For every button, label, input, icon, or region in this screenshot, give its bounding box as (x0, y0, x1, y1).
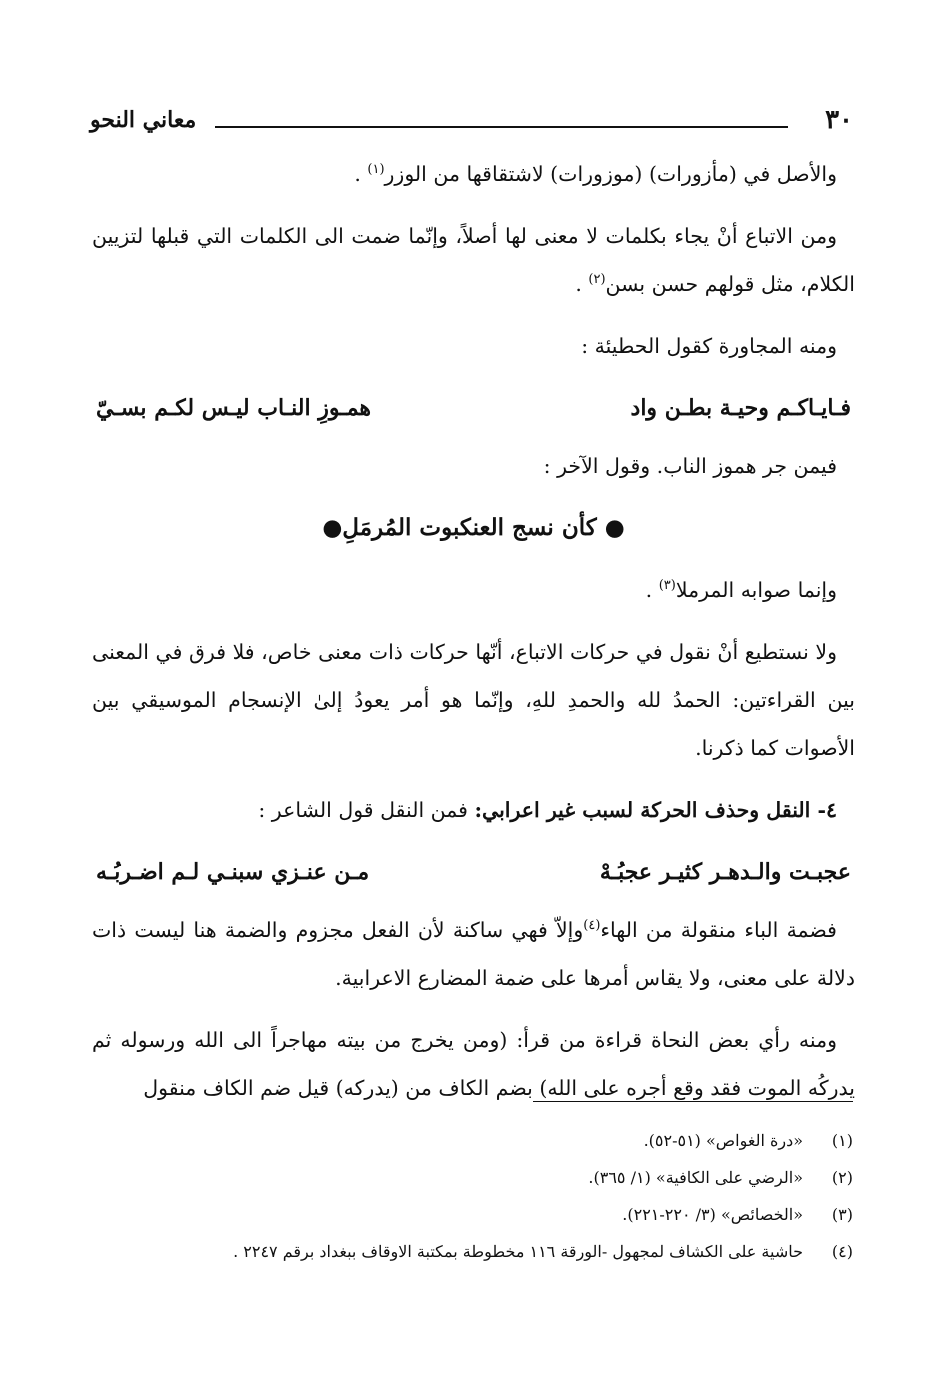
footnote-ref-4: (٤) (583, 918, 601, 934)
footnote-ref-2: (٢) (588, 272, 606, 288)
footnote-rule (533, 1101, 853, 1102)
paragraph-4-text: فيمن جر هموز الناب. وقول الآخر : (543, 454, 837, 478)
verse-2 (92, 848, 855, 896)
paragraph-5-text: وإنما صوابه المرملا (675, 578, 837, 602)
footnote-2 (92, 1159, 853, 1196)
paragraph-5 (92, 566, 855, 614)
footnote-text: «الرضي على الكافية» (١/ ٣٦٥). (588, 1168, 803, 1187)
paragraph-4 (92, 442, 855, 490)
paragraph-1-text: والأصل في (مأزورات) (موزورات) لاشتقاقها من الوزر (384, 162, 837, 186)
verse-1-first-hemistich: فـايـاكـم وحيـة بطـن واد (630, 395, 851, 421)
paragraph-1-end: . (354, 162, 368, 186)
body-text (92, 150, 855, 1126)
paragraph-3 (92, 322, 855, 370)
paragraph-3-text: ومنه المجاورة كقول الحطيئة : (581, 334, 837, 358)
running-title: معاني النحو (90, 107, 197, 133)
footnote-4 (92, 1233, 853, 1270)
footnote-text: «الخصائص» (٣/ ٢٢٠-٢٢١). (622, 1205, 803, 1224)
page-header (90, 100, 853, 140)
footnote-number: (٢) (831, 1168, 853, 1187)
paragraph-2-end: . (575, 272, 589, 296)
footnote-text: «درة الغواص» (٥١-٥٢). (643, 1131, 803, 1150)
paragraph-2 (92, 212, 855, 308)
footnote-3 (92, 1196, 853, 1233)
centered-verse: ● كأن نسج العنكبوت المُرمَلِ● (322, 514, 625, 541)
section-heading-4: ٤- النقل وحذف الحركة لسبب غير اعرابي: (474, 798, 837, 822)
footnote-number: (١) (831, 1131, 853, 1150)
verse-2-first-hemistich: عجبـت والـدهـر كثيـر عجبُـهْ (599, 859, 851, 885)
paragraph-8-text-after: وإلاّ فهي ساكنة لأن الفعل مجزوم والضمة هنا ليست ذات دلالة على معنى، ولا يقاس أمرها على ضمة المضارع الاعرابية. (92, 918, 855, 990)
paragraph-1 (92, 150, 855, 198)
paragraph-5-end: . (645, 578, 659, 602)
paragraph-8 (92, 906, 855, 1002)
footnote-ref-1: (١) (367, 162, 385, 178)
footnote-ref-3: (٣) (658, 578, 676, 594)
paragraph-8-text-before: فضمة الباء منقولة من الهاء (600, 918, 837, 942)
footnotes (92, 1122, 853, 1270)
footnote-number: (٣) (831, 1205, 853, 1224)
paragraph-7-text: فمن النقل قول الشاعر : (258, 798, 475, 822)
paragraph-2-text: ومن الاتباع أنْ يجاء بكلمات لا معنى لها أصلاً، وإنّما ضمت الى الكلمات التي قبلها لتزيين الكلام، مثل قولهم حسن بسن (92, 224, 855, 296)
paragraph-6 (92, 628, 855, 772)
verse-1-second-hemistich: همـوزِ النـاب ليـس لكـم بسـيّ (96, 395, 372, 421)
footnote-text: حاشية على الكشاف لمجهول -الورقة ١١٦ مخطوطة بمكتبة الاوقاف ببغداد برقم ٢٢٤٧ . (233, 1242, 803, 1261)
verse-2-second-hemistich: مـن عنـزي سبنـي لـم اضـربُـه (96, 859, 370, 885)
verse-1 (92, 384, 855, 432)
paragraph-6-text: ولا نستطيع أنْ نقول في حركات الاتباع، أنّها حركات ذات معنى خاص، فلا فرق في المعنى بين القراءتين: الحمدُ لله والحمدِ للهِ، وإنّما هو أمر يعودُ إلىٰ الإنسجام الموسيقي بين الأصوات كما ذكرنا. (92, 640, 855, 760)
page-number: ٣٠ (825, 105, 853, 135)
header-rule (215, 126, 788, 128)
paragraph-7 (92, 786, 855, 834)
paragraph-9-text: ومنه رأي بعض النحاة قراءة من قرأ: (ومن يخرج من بيته مهاجراً الى الله ورسوله ثم يدركُه الموت فقد وقع أجره على الله) بضم الكاف من (يدركه) قيل ضم الكاف منقول (92, 1028, 855, 1100)
footnote-1 (92, 1122, 853, 1159)
footnote-number: (٤) (831, 1242, 853, 1261)
paragraph-9 (92, 1016, 855, 1112)
